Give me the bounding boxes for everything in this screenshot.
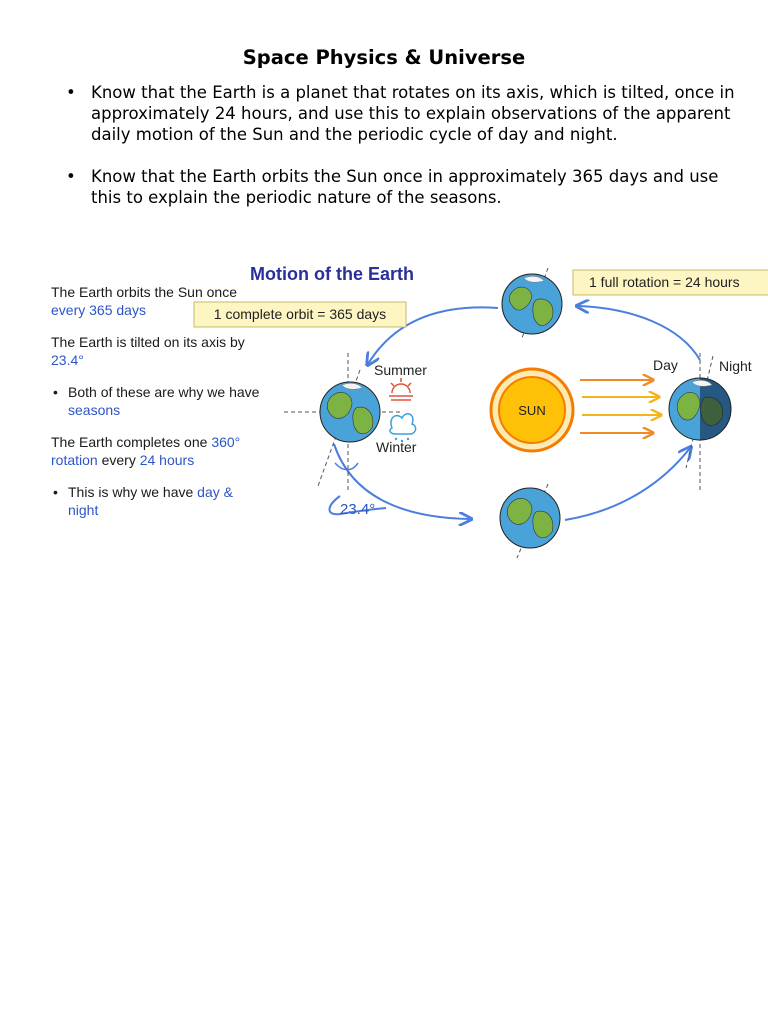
- bullet-symbol: •: [53, 484, 58, 500]
- note-highlight: night: [68, 502, 99, 518]
- note-text: The Earth orbits the Sun once: [51, 284, 237, 300]
- bullet-symbol: •: [66, 83, 76, 102]
- note-text: The Earth completes one: [51, 434, 208, 450]
- note-text: This is why we have: [68, 484, 194, 500]
- day-label: Day: [653, 357, 678, 373]
- motion-of-earth-figure: [0, 248, 768, 578]
- orbit-info-text: 1 complete orbit = 365 days: [213, 306, 387, 322]
- objective-item: [62, 166, 742, 208]
- note-highlight: day &: [197, 484, 233, 500]
- earth-top-icon: [502, 268, 562, 338]
- earth-bottom-icon: [500, 484, 560, 558]
- objectives-list: [62, 82, 742, 229]
- tilt-angle-label: 23.4°: [340, 501, 376, 518]
- objective-text: Know that the Earth orbits the Sun once in approximately 365 days and use this to explain the periodic nature of the seasons.: [91, 167, 719, 207]
- rotation-info-text: 1 full rotation = 24 hours: [589, 274, 740, 290]
- winter-snow-icon: [390, 414, 416, 442]
- night-label: Night: [719, 358, 752, 374]
- orbit-arrow: [565, 448, 690, 520]
- objective-item: [62, 82, 742, 145]
- winter-label: Winter: [376, 439, 417, 455]
- sun-label: SUN: [518, 403, 546, 418]
- bullet-symbol: •: [66, 167, 76, 186]
- objective-text: Know that the Earth is a planet that rotates on its axis, which is tilted, once in approximately 24 hours, and use this to explain observations of the apparent daily motion of the Sun and the periodic cycle of day and night.: [91, 83, 735, 144]
- orbit-diagram: [0, 248, 768, 578]
- page-title: Space Physics & Universe: [242, 46, 526, 69]
- note-text: every: [101, 452, 136, 468]
- summer-label: Summer: [374, 362, 427, 378]
- note-highlight: every 365 days: [51, 302, 146, 318]
- earth-right-icon: [669, 353, 731, 493]
- note-highlight: rotation: [51, 452, 98, 468]
- note-highlight: 24 hours: [139, 452, 195, 468]
- note-highlight: 360°: [211, 434, 241, 450]
- diagram-heading: Motion of the Earth: [250, 264, 414, 284]
- orbit-arrow: [578, 306, 700, 360]
- note-text: Both of these are why we have: [68, 384, 260, 400]
- note-highlight: seasons: [68, 402, 121, 418]
- summer-sun-icon: [389, 378, 413, 400]
- note-text: The Earth is tilted on its axis by: [51, 334, 245, 350]
- note-highlight: 23.4°: [51, 352, 84, 368]
- bullet-symbol: •: [53, 384, 58, 400]
